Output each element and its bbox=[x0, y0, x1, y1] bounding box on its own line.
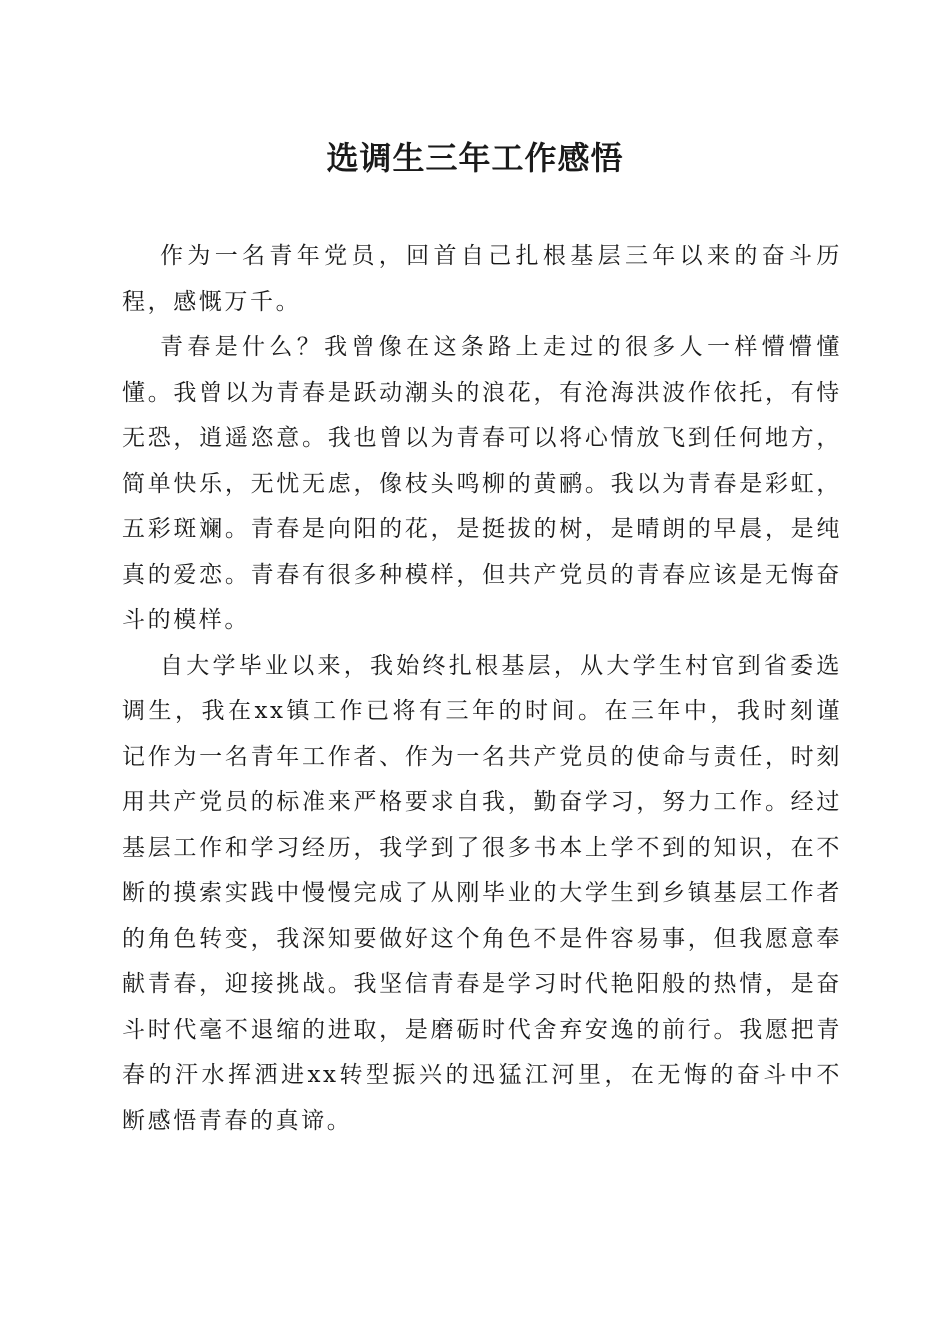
document-title: 选调生三年工作感悟 bbox=[326, 139, 624, 177]
paragraph-intro: 作为一名青年党员，回首自己扎根基层三年以来的奋斗历程，感慨万千。 bbox=[122, 243, 842, 315]
paragraph-youth: 青春是什么？我曾像在这条路上走过的很多人一样懵懵懂懂。我曾以为青春是跃动潮头的浪花，有沧海洪波作依托，有恃无恐，逍遥恣意。我也曾以为青春可以将心情放飞到任何地方，简单快乐，无忧无虑，像枝头鸣柳的黄鹂。我以为青春是彩虹，五彩斑斓。青春是向阳的花，是挺拔的树，是晴朗的早晨，是纯真的爱恋。青春有很多种模样，但共产党员的青春应该是无悔奋斗的模样。 bbox=[122, 334, 842, 633]
document-body bbox=[122, 234, 842, 1144]
paragraph-experience: 自大学毕业以来，我始终扎根基层，从大学生村官到省委选调生，我在xx镇工作已将有三年的时间。在三年中，我时刻谨记作为一名青年工作者、作为一名共产党员的使命与责任，时刻用共产党员的标准来严格要求自我，勤奋学习，努力工作。经过基层工作和学习经历，我学到了很多书本上学不到的知识，在不断的摸索实践中慢慢完成了从刚毕业的大学生到乡镇基层工作者的角色转变，我深知要做好这个角色不是件容易事，但我愿意奉献青春，迎接挑战。我坚信青春是学习时代艳阳般的热情，是奋斗时代毫不退缩的进取，是磨砺时代舍弃安逸的前行。我愿把青春的汗水挥洒进xx转型振兴的迅猛江河里，在无悔的奋斗中不断感悟青春的真谛。 bbox=[122, 652, 842, 1134]
